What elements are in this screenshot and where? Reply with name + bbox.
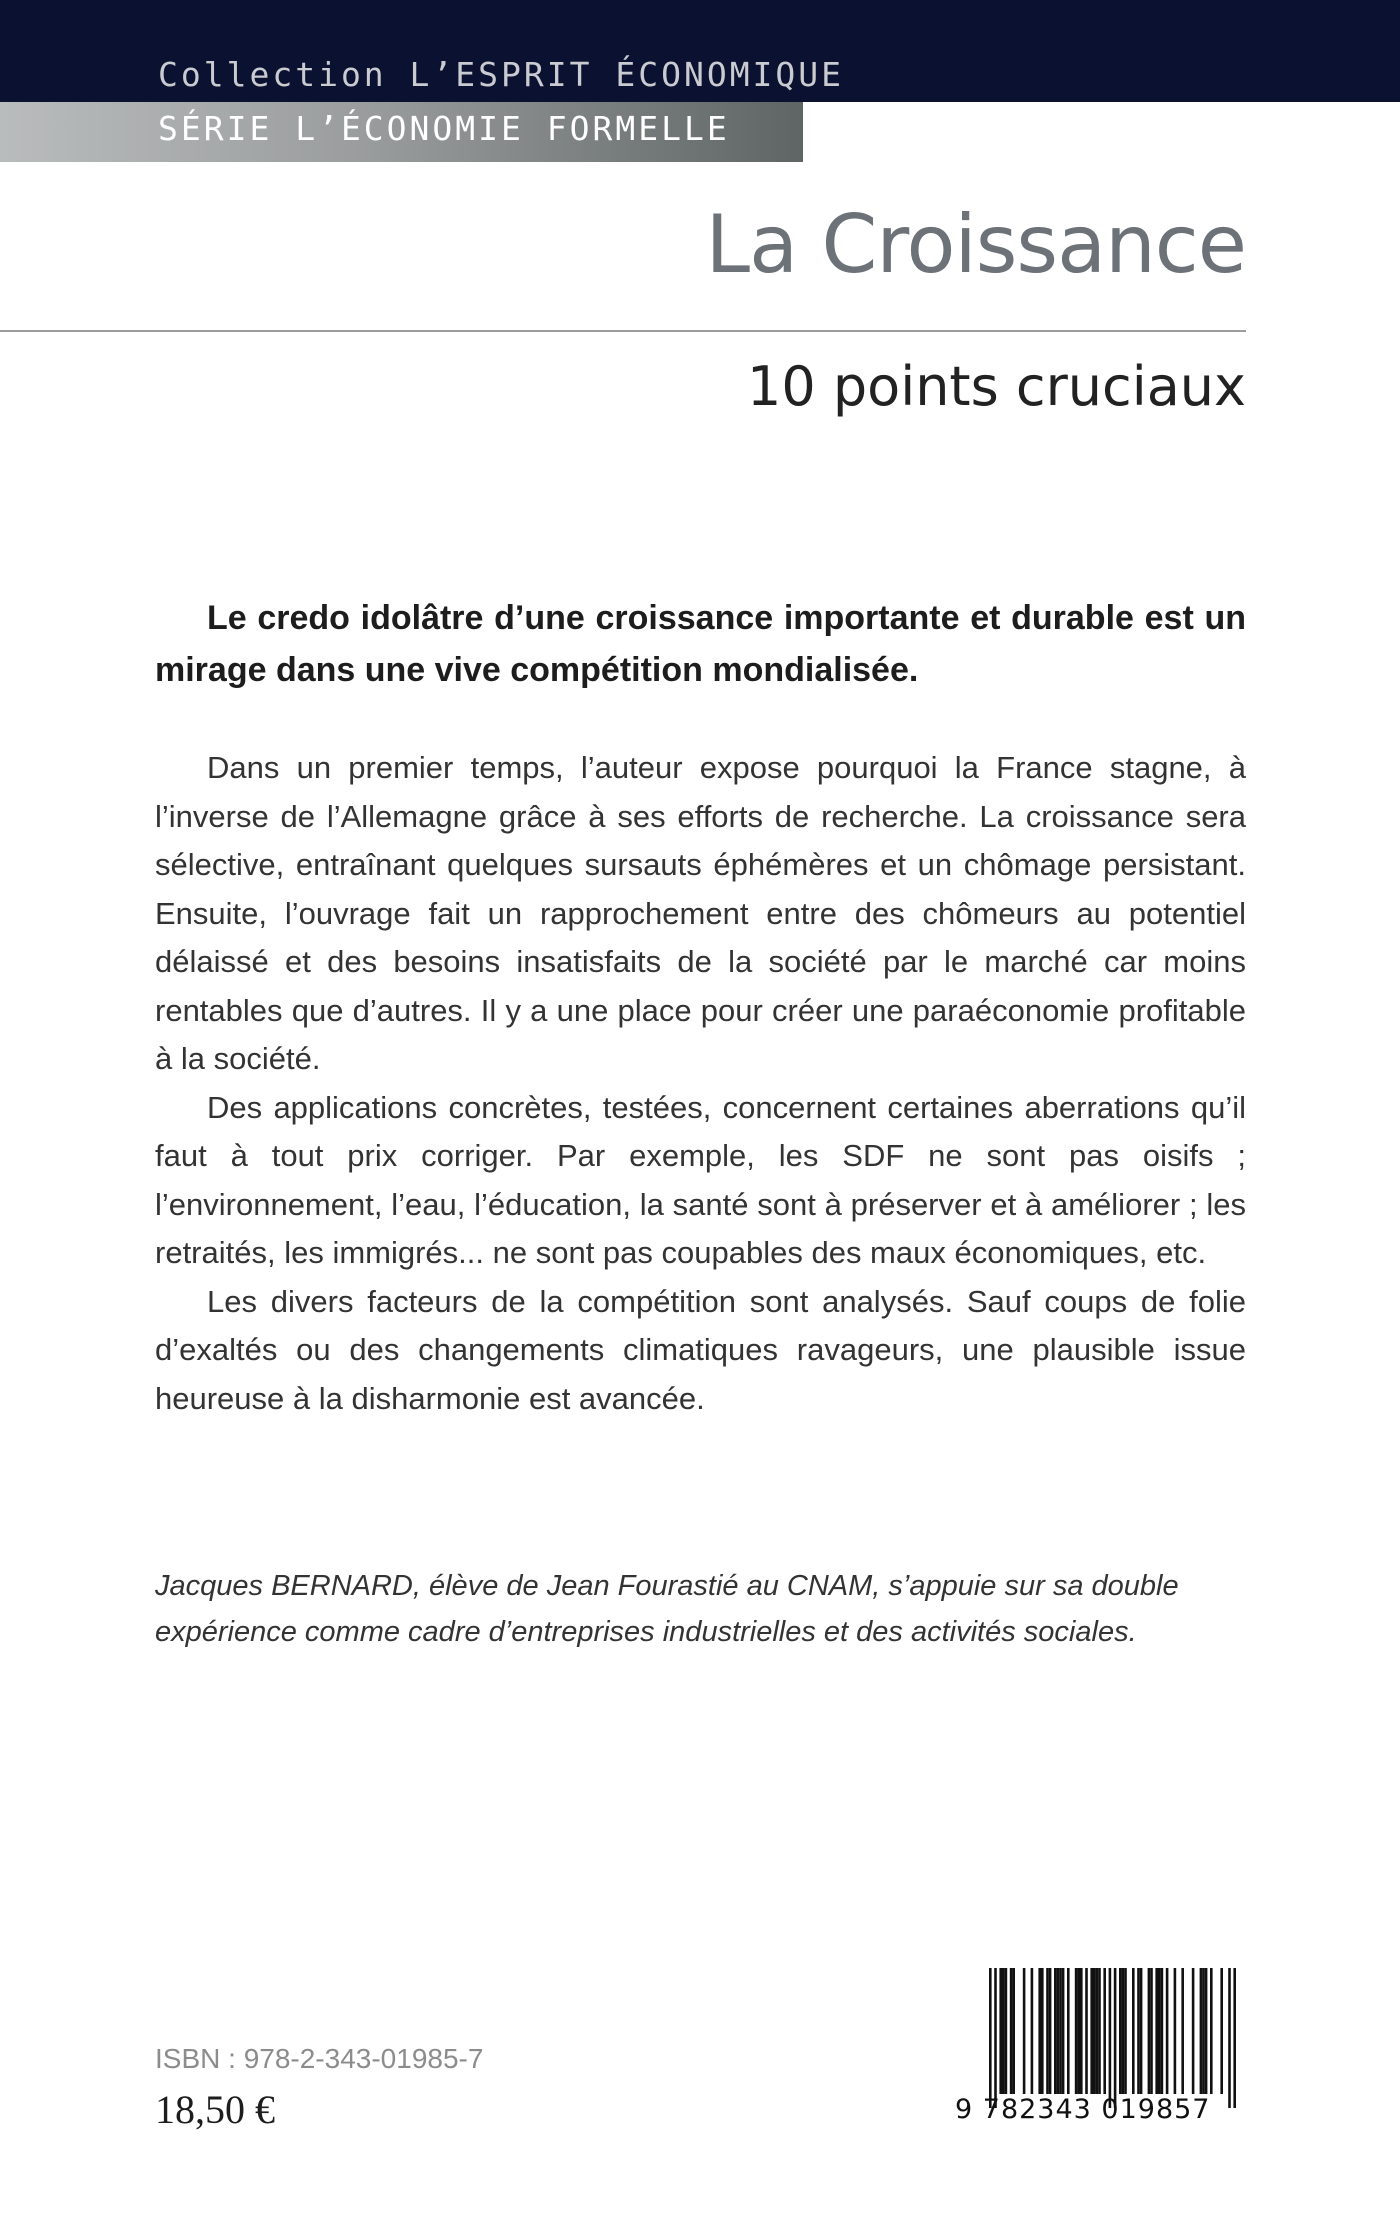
barcode-bar: [1059, 1968, 1062, 2094]
barcode-bar: [1210, 1968, 1213, 2094]
barcode-bar: [1161, 1968, 1164, 2094]
barcode-bar: [1093, 1968, 1096, 2094]
book-title: La Croissance: [705, 198, 1246, 291]
barcode-bar: [1062, 1968, 1065, 2094]
barcode-bar: [1132, 1968, 1135, 2094]
barcode-bar: [1077, 1968, 1080, 2094]
barcode-bar: [1140, 1968, 1143, 2094]
author-note: [155, 1563, 1250, 1655]
barcode-bar: [1155, 1968, 1158, 2094]
barcode-bar: [1109, 1968, 1112, 2108]
barcode-bar: [1220, 1968, 1223, 2094]
barcode-bar: [1046, 1968, 1049, 2094]
barcode-bar: [1098, 1968, 1101, 2094]
barcode-bar: [1181, 1968, 1184, 2094]
barcode-bar: [1012, 1968, 1015, 2094]
barcode-bar: [1103, 1968, 1106, 2094]
barcode-bar: [1005, 1968, 1008, 2094]
barcode-bar: [1137, 1968, 1140, 2094]
barcode-bar: [1010, 1968, 1013, 2094]
barcode-bar: [989, 1968, 992, 2108]
barcode-bar: [1023, 1968, 1026, 2094]
barcode-bar: [1228, 1968, 1231, 2108]
barcode-bar: [994, 1968, 997, 2108]
barcode-bar: [1166, 1968, 1169, 2094]
barcode-bar: [1054, 1968, 1057, 2094]
barcode-bar: [1057, 1968, 1060, 2094]
barcode-bar: [1124, 1968, 1127, 2094]
barcode-bar: [1148, 1968, 1151, 2094]
book-subtitle: 10 points cruciaux: [747, 355, 1246, 418]
barcode-bar: [999, 1968, 1002, 2094]
barcode-bar: [1150, 1968, 1153, 2094]
collection-label: Collection L’ESPRIT ÉCONOMIQUE: [158, 55, 845, 94]
edge-mark: [1392, 1955, 1400, 2015]
title-divider: [0, 330, 1246, 332]
author-bio: , élève de Jean Fourastié au CNAM, s’appuie sur sa double expérience comme cadre d’entreprises industrielles et des activités sociales.: [155, 1570, 1179, 1648]
barcode-bar: [1096, 1968, 1099, 2094]
blurb-paragraph: Des applications concrètes, testées, concernent certaines aberrations qu’il faut à tout prix corriger. Par exemple, les SDF ne sont pas oisifs ; l’environnement, l’eau, l’éducation, la santé sont à préserver et à améliorer ; les retraités, les immigrés... ne sont pas coupables des maux économiques, etc.: [155, 1089, 1246, 1270]
blurb-lead: Le credo idolâtre d’une croissance importante et durable est un mirage dans une vive compétition mondialisée.: [155, 599, 1246, 689]
isbn: ISBN : 978-2-343-01985-7: [155, 2043, 484, 2074]
barcode-bar: [1119, 1968, 1122, 2094]
barcode-bar: [1174, 1968, 1177, 2094]
barcode-bar: [1031, 1968, 1034, 2094]
barcode-bar: [1192, 1968, 1195, 2094]
barcode-bar: [1233, 1968, 1236, 2108]
barcode-bar: [1085, 1968, 1088, 2094]
barcode-bar: [1067, 1968, 1070, 2094]
barcode-digits: 9 782343 019857: [955, 2094, 1211, 2125]
barcode-bar: [1041, 1968, 1044, 2094]
barcode-bar: [1090, 1968, 1093, 2094]
barcode-bar: [1202, 1968, 1205, 2094]
barcode-bar: [1002, 1968, 1005, 2094]
price: 18,50 €: [155, 2087, 275, 2132]
blurb-paragraph: Les divers facteurs de la compétition sont analysés. Sauf coups de folie d’exaltés ou des changements climatiques ravageurs, une plausible issue heureuse à la disharmonie est avancée.: [155, 1283, 1246, 1416]
barcode-bar: [1158, 1968, 1161, 2094]
author-name: Jacques BERNARD: [155, 1570, 413, 1602]
series-label: SÉRIE L’ÉCONOMIE FORMELLE: [158, 109, 730, 148]
barcode-bar: [1080, 1968, 1083, 2094]
barcode-bar: [1122, 1968, 1125, 2094]
barcode-bar: [1200, 1968, 1203, 2094]
barcode-bar: [1114, 1968, 1117, 2108]
blurb-body: [155, 744, 1246, 1423]
barcode-bar: [1038, 1968, 1041, 2094]
barcode-bar: [1049, 1968, 1052, 2094]
barcode-bar: [1205, 1968, 1208, 2094]
blurb-paragraph: Dans un premier temps, l’auteur expose pourquoi la France stagne, à l’inverse de l’Allemagne grâce à ses efforts de recherche. La croissance sera sélective, entraînant quelques sursauts éphémères et un chômage persistant. Ensuite, l’ouvrage fait un rapprochement entre des chômeurs au potentiel délaissé et des besoins insatisfaits de la société par le marché car moins rentables que d’autres. Il y a une place pour créer une paraéconomie profitable à la société.: [155, 750, 1246, 1076]
barcode-bar: [1075, 1968, 1078, 2094]
